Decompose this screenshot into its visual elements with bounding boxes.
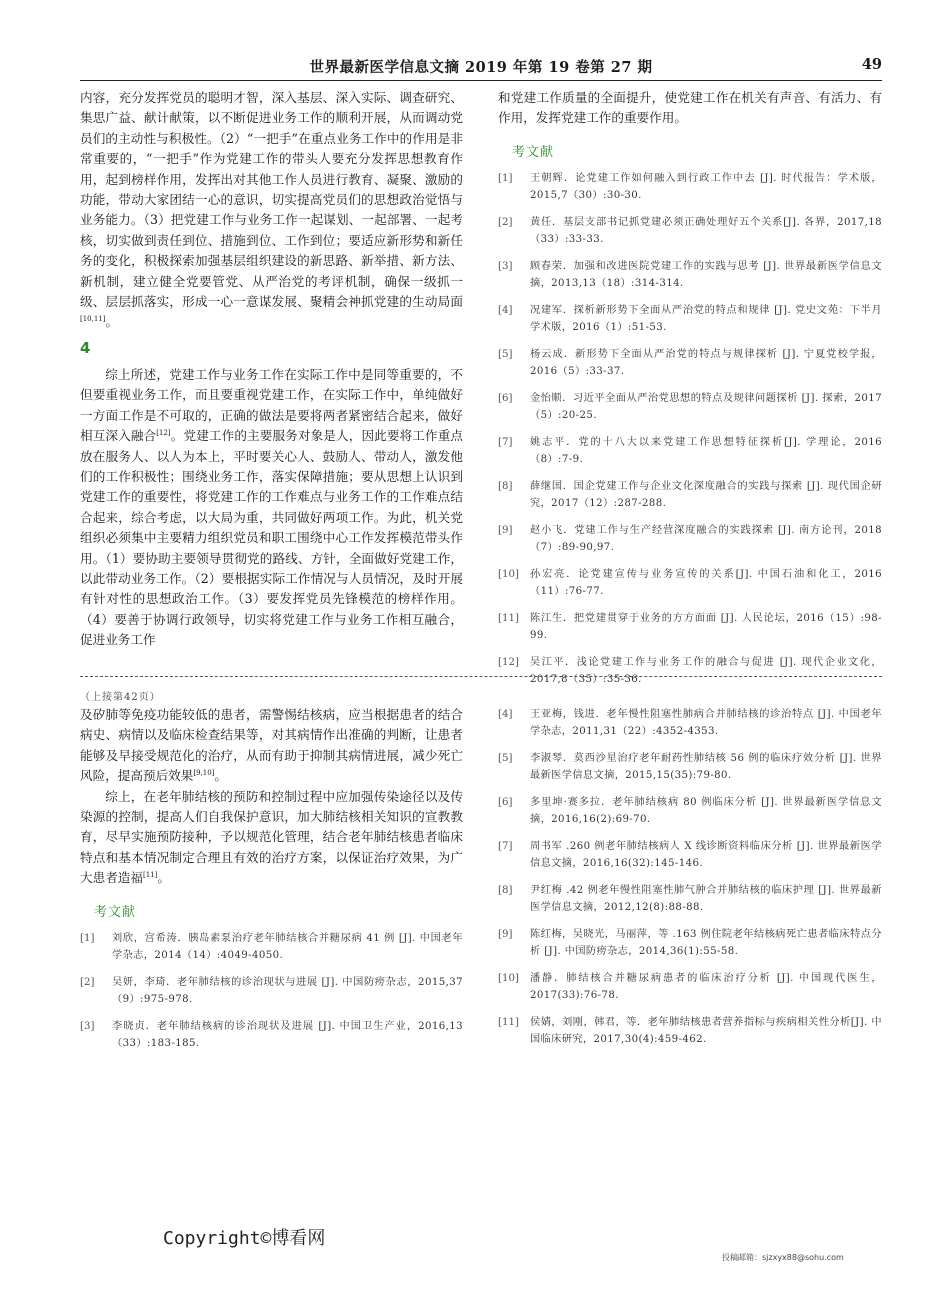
reference-number: [10] bbox=[498, 973, 519, 984]
paragraph-text: 综上，在老年肺结核的预防和控制过程中应加强传染途径以及传染源的控制，提高人们自我保护意识，加大肺结核相关知识的宣教教育，尽早实施预防接种，予以规范化管理，结合老年肺结核患者临床特点和基本情况制定合理且有效的治疗方案，以保证治疗效果，为广大患者造福 bbox=[80, 788, 463, 886]
paragraph-end: 。 bbox=[214, 768, 227, 784]
reference-text: 李晓贞．老年肺结核病的诊治现状及进展 [J]. 中国卫生产业，2016,13（33）:183-185. bbox=[112, 1020, 463, 1049]
reference-item bbox=[498, 610, 882, 644]
reference-number: [11] bbox=[498, 612, 519, 624]
paragraph-text: 综上所述，党建工作与业务工作在实际工作中是同等重要的，不但要重视业务工作，而且要重视党建工作，在实际工作中，单纯做好一方面工作是不可取的，正确的做法是要将两者紧密结合起来，做好相互深入融合 bbox=[80, 366, 463, 444]
body-paragraph: 和党建工作质量的全面提升，使党建工作在机关有声音、有活力、有作用，发挥党建工作的重要作用。 bbox=[498, 90, 882, 126]
submission-email: 投稿邮箱：sjzxyx88@sohu.com bbox=[722, 1253, 844, 1262]
reference-item bbox=[498, 566, 882, 600]
reference-item bbox=[80, 974, 463, 1008]
body-paragraph bbox=[80, 705, 463, 787]
reference-number: [1] bbox=[80, 932, 95, 944]
reference-number: [7] bbox=[498, 841, 513, 852]
reference-number: [8] bbox=[498, 480, 513, 492]
reference-item bbox=[498, 838, 882, 872]
top-right-column bbox=[498, 88, 882, 685]
reference-item bbox=[498, 214, 882, 248]
reference-item bbox=[498, 478, 882, 512]
reference-item bbox=[498, 390, 882, 424]
reference-text: 赵小飞．党建工作与生产经营深度融合的实践探索 [J]. 南方论刊，2018（7）:89-90,97. bbox=[530, 524, 882, 553]
body-paragraph bbox=[80, 787, 463, 889]
reference-item bbox=[80, 930, 463, 964]
reference-text: 薛继国．国企党建工作与企业文化深度融合的实践与探索 [J]. 现代国企研究，2017（12）:287-288. bbox=[530, 480, 882, 509]
reference-item bbox=[498, 170, 882, 204]
reference-text: 姚志平．党的十八大以来党建工作思想特征探析[J]. 学理论，2016（8）:7-9. bbox=[530, 436, 882, 465]
reference-item bbox=[498, 302, 882, 336]
reference-text: 侯婧，刘刚，韩君，等．老年肺结核患者营养指标与疾病相关性分析[J]. 中国临床研究，2017,30(4):459-462. bbox=[530, 1017, 882, 1045]
section-divider bbox=[80, 676, 882, 677]
paragraph-text: 。党建工作的主要服务对象是人，因此要将工作重点放在服务人、以人为本上，平时要关心人、鼓励人、带动人，激发他们的工作积极性；围绕业务工作，落实保障措施；要从思想上认识到党建工作的重要性，将党建工作的工作难点与业务工作的工作难点结合起来，综合考虑，以大局为重，共同做好两项工作。为此，机关党组织必须集中主要精力组织党员和职工围绕中心工作发挥模范带头作用。（1）要协助主要领导贯彻党的路线、方针，全面做好党建工作，以此带动业务工作。（2）要根据实际工作情况与人员情况，及时开展有针对性的思想政治工作。（3）要发挥党员先锋模范的榜样作用。（4）要善于协调行政领导，切实将党建工作与业务工作相互融合，促进业务工作 bbox=[80, 428, 464, 648]
reference-list bbox=[80, 930, 463, 1052]
citation: [12] bbox=[156, 428, 171, 437]
reference-item bbox=[498, 882, 882, 916]
bottom-left-column bbox=[80, 688, 463, 1208]
citation: [11] bbox=[142, 871, 158, 880]
reference-text: 吴妍，李琦．老年肺结核的诊治现状与进展 [J]. 中国防痨杂志，2015,37（9）:975-978. bbox=[112, 976, 463, 1005]
paragraph-end: 。 bbox=[157, 870, 170, 886]
reference-item bbox=[498, 1014, 882, 1048]
reference-text: 黄任．基层支部书记抓党建必须正确处理好五个关系[J]. 各界，2017,18（33）:33-33. bbox=[530, 216, 882, 245]
bottom-right-column bbox=[498, 706, 882, 1216]
reference-item bbox=[498, 258, 882, 292]
reference-number: [2] bbox=[80, 976, 95, 988]
journal-title: 世界最新医学信息文摘 2019 年第 19 卷第 27 期 bbox=[309, 59, 653, 76]
reference-number: [5] bbox=[498, 348, 513, 360]
reference-text: 多里坤·赛多拉．老年肺结核病 80 例临床分析 [J]. 世界最新医学信息文摘，2016,16(2):69-70. bbox=[530, 797, 882, 825]
reference-number: [5] bbox=[498, 753, 513, 764]
reference-number: [11] bbox=[498, 1017, 519, 1028]
page-number: 49 bbox=[861, 56, 882, 73]
reference-text: 吴江平．浅论党建工作与业务工作的融合与促进 [J]. 现代企业文化，2017,8（35）:35-36. bbox=[530, 656, 882, 685]
page-header bbox=[80, 54, 882, 81]
reference-item bbox=[498, 794, 882, 828]
reference-number: [4] bbox=[498, 304, 513, 316]
reference-item bbox=[498, 926, 882, 960]
references-heading: 考文献 bbox=[512, 144, 555, 160]
reference-number: [6] bbox=[498, 392, 513, 404]
reference-number: [10] bbox=[498, 568, 519, 580]
top-left-column bbox=[80, 88, 463, 674]
reference-item bbox=[498, 654, 882, 688]
reference-text: 刘欣，宫希涛．胰岛素泵治疗老年肺结核合并糖尿病 41 例 [J]. 中国老年学杂志，2014（14）:4049-4050. bbox=[112, 932, 463, 961]
reference-text: 尹红梅 .42 例老年慢性阻塞性肺气肿合并肺结核的临床护理 [J]. 世界最新医学信息文摘，2012,12(8):88-88. bbox=[530, 885, 882, 913]
reference-number: [9] bbox=[498, 524, 513, 536]
reference-list bbox=[498, 170, 882, 688]
reference-item bbox=[80, 1018, 463, 1052]
reference-number: [6] bbox=[498, 797, 513, 808]
references-heading: 考文献 bbox=[94, 904, 137, 920]
reference-text: 孙宏亮．论党建宣传与业务宣传的关系[J]. 中国石油和化工，2016（11）:76-77. bbox=[530, 568, 882, 597]
reference-number: [12] bbox=[498, 656, 519, 668]
paragraph-end: 。 bbox=[105, 314, 119, 330]
reference-number: [2] bbox=[498, 216, 513, 228]
reference-text: 陈红梅，吴晓光，马丽萍，等 .163 例住院老年结核病死亡患者临床特点分析 [J]. 中国防痨杂志，2014,36(1):55-58. bbox=[530, 929, 882, 957]
reference-item bbox=[498, 522, 882, 556]
copyright-watermark: Copyright©博看网 bbox=[163, 1228, 326, 1249]
body-paragraph bbox=[80, 365, 463, 651]
reference-list bbox=[498, 706, 882, 1048]
section-number: 4 bbox=[80, 338, 91, 357]
reference-number: [3] bbox=[80, 1020, 95, 1032]
reference-item bbox=[498, 706, 882, 740]
reference-text: 金怡顺．习近平全面从严治党思想的特点及规律问题探析 [J]. 探索，2017（5）:20-25. bbox=[530, 392, 882, 421]
reference-item bbox=[498, 970, 882, 1004]
reference-text: 况建军．探析新形势下全面从严治党的特点和规律 [J]. 党史文苑：下半月学术版，2016（1）:51-53. bbox=[530, 304, 882, 333]
reference-text: 周书军 .260 例老年肺结核病人 X 线诊断资料临床分析 [J]. 世界最新医学信息文摘，2016,16(32):145-146. bbox=[530, 841, 882, 869]
reference-text: 李淑琴．莫西沙星治疗老年耐药性肺结核 56 例的临床疗效分析 [J]. 世界最新医学信息文摘，2015,15(35):79-80. bbox=[530, 753, 882, 781]
reference-number: [3] bbox=[498, 260, 513, 272]
reference-text: 杨云成．新形势下全面从严治党的特点与规律探析 [J]. 宁夏党校学报，2016（5）:33-37. bbox=[530, 348, 882, 377]
reference-number: [1] bbox=[498, 172, 513, 184]
reference-item bbox=[498, 434, 882, 468]
reference-text: 陈江生．把党建贯穿于业务的方方面面 [J]. 人民论坛，2016（15）:98-99. bbox=[530, 612, 882, 641]
reference-number: [8] bbox=[498, 885, 513, 896]
reference-text: 潘静．肺结核合并糖尿病患者的临床治疗分析 [J]. 中国现代医生，2017(33):76-78. bbox=[530, 973, 882, 1001]
continued-label: （上接第42页） bbox=[80, 692, 161, 703]
citation: [9,10] bbox=[193, 769, 215, 778]
paragraph-text: 内容，充分发挥党员的聪明才智，深入基层、深入实际、调查研究、集思广益、献计献策，以不断促进业务工作的顺利开展，从而调动党员们的主动性与积极性。（2）“一把手”在重点业务工作中的作用是非常重要的，“一把手”作为党建工作的带头人要充分发挥思想教育作用，起到榜样作用，发挥出对其他工作人员进行教育、凝聚、激励的功能，带动大家团结一心的意识，切实提高党员们的思想政治觉悟与业务能力。（3）把党建工作与业务工作一起谋划、一起部署、一起考核，切实做到责任到位、措施到位、工作到位；要适应新形势和新任务的变化，积极探索加强基层组织建设的新思路、新举措、新方法、新机制，建立健全党要管党、从严治党的考评机制，确保一级抓一级、层层抓落实，形成一心一意谋发展、聚精会神抓党建的生动局面 bbox=[80, 90, 463, 310]
reference-item bbox=[498, 346, 882, 380]
reference-text: 王朝辉．论党建工作如何融入到行政工作中去 [J]. 时代报告：学术版，2015,7（30）:30-30. bbox=[530, 172, 882, 201]
reference-text: 顾春荣．加强和改进医院党建工作的实践与思考 [J]. 世界最新医学信息文摘，2013,13（18）:314-314. bbox=[530, 260, 882, 289]
reference-number: [4] bbox=[498, 709, 513, 720]
reference-number: [7] bbox=[498, 436, 513, 448]
body-paragraph bbox=[80, 88, 463, 333]
citation: [10,11] bbox=[80, 315, 106, 324]
reference-text: 王亚梅，钱进．老年慢性阻塞性肺病合并肺结核的诊治特点 [J]. 中国老年学杂志，2011,31（22）:4352-4353. bbox=[530, 709, 882, 737]
reference-number: [9] bbox=[498, 929, 513, 940]
reference-item bbox=[498, 750, 882, 784]
paragraph-text: 及矽肺等免疫功能较低的患者，需警惕结核病，应当根据患者的结合病史、病情以及临床检查结果等，对其病情作出准确的判断，让患者能够及早接受规范化的治疗，从而有助于抑制其病情进展，减少死亡风险，提高预后效果 bbox=[80, 707, 463, 784]
